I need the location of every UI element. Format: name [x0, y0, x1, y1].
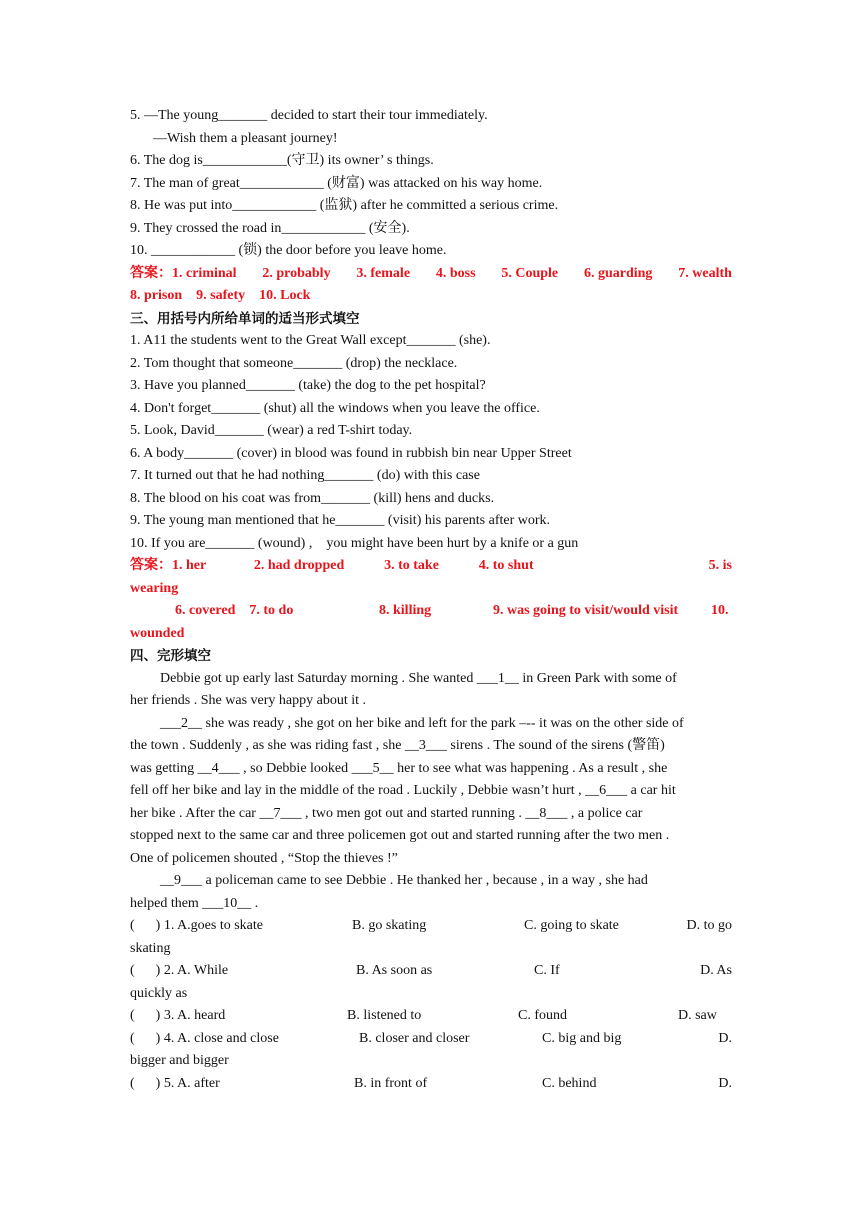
answer-key-line: 8. prison 9. safety 10. Lock: [130, 288, 311, 303]
exercise-item: 5. Look, David_______ (wear) a red T-shirt today.: [130, 423, 413, 438]
question-option-d: D. As: [700, 963, 732, 978]
answer-item: 8. killing: [379, 603, 432, 618]
question-option-d: D. to go: [686, 918, 732, 933]
question-option-a: ( ) 1. A.goes to skate: [130, 918, 263, 933]
answer-item: 答案：1. criminal: [130, 265, 237, 281]
answer-item: 4. to shut: [478, 558, 534, 573]
exercise-item: 7. It turned out that he had nothing_______ (do) with this case: [130, 468, 480, 483]
passage-line: fell off her bike and lay in the middle of the road . Luckily , Debbie wasn’t hurt , __6___ a car hit: [130, 783, 676, 798]
question-option-b: B. As soon as: [356, 963, 433, 978]
document-content: [130, 105, 732, 1095]
exercise-item: 3. Have you planned_______ (take) the dog to the pet hospital?: [130, 378, 486, 393]
passage-line: One of policemen shouted , “Stop the thieves !”: [130, 850, 398, 866]
passage-line: the town . Suddenly , as she was riding fast , she __3___ sirens . The sound of the sirens (警笛): [130, 738, 665, 753]
question-10: 10. ____________ (锁) the door before you leave home.: [130, 243, 447, 258]
exercise-item: 8. The blood on his coat was from_______ (kill) hens and ducks.: [130, 490, 495, 506]
section-heading: 四、完形填空: [130, 648, 211, 664]
question-option-a: ( ) 2. A. While: [130, 963, 229, 978]
answer-item: 7. wealth: [678, 265, 732, 281]
exercise-item: 4. Don't forget_______ (shut) all the windows when you leave the office.: [130, 400, 540, 416]
answer-item: 5. Couple: [501, 265, 559, 281]
question-option-b: B. listened to: [347, 1008, 422, 1023]
exercise-item: 10. If you are_______ (wound) , you might have been hurt by a knife or a gun: [130, 535, 579, 551]
answer-item: 6. covered 7. to do: [175, 603, 294, 618]
question-option-c: C. going to skate: [524, 918, 619, 933]
question-option-d: D. saw: [678, 1008, 717, 1023]
answer-item: 3. to take: [384, 558, 439, 573]
question-option-b: B. go skating: [352, 918, 427, 933]
answer-key-line: [130, 600, 732, 623]
passage-line: stopped next to the same car and three policemen got out and started running after the two men .: [130, 828, 670, 843]
question-6: 6. The dog is____________(守卫) its owner’ s things.: [130, 153, 434, 168]
question-5b: —Wish them a pleasant journey!: [153, 130, 338, 146]
question-5a: 5. —The young_______ decided to start their tour immediately.: [130, 108, 488, 123]
question-8: 8. He was put into____________ (监狱) after he committed a serious crime.: [130, 198, 559, 213]
answer-item: 5. is: [708, 558, 732, 573]
question-option-a: ( ) 4. A. close and close: [130, 1030, 279, 1046]
question-option-c: C. found: [518, 1008, 567, 1023]
passage-line: helped them ___10__ .: [130, 895, 259, 911]
question-option-a: ( ) 3. A. heard: [130, 1008, 226, 1023]
question-option-wrap: quickly as: [130, 985, 188, 1001]
answer-item: 答案：1. her: [130, 558, 207, 573]
answer-item: 3. female: [356, 265, 411, 281]
exercise-item: 1. A11 the students went to the Great Wall except_______ (she).: [130, 333, 491, 348]
question-option-b: B. in front of: [354, 1075, 428, 1091]
answer-key-line: [130, 263, 732, 286]
question-option-c: C. If: [534, 963, 560, 978]
question-option-wrap: bigger and bigger: [130, 1053, 229, 1068]
cloze-question: [130, 1073, 732, 1096]
question-7: 7. The man of great____________ (财富) was attacked on his way home.: [130, 175, 543, 191]
answer-item: 6. guarding: [583, 265, 653, 281]
question-option-b: B. closer and closer: [359, 1030, 470, 1046]
answer-item: 2. had dropped: [253, 558, 345, 573]
passage-line: Debbie got up early last Saturday morning . She wanted ___1__ in Green Park with some of: [160, 670, 677, 686]
question-option-d: D.: [718, 1030, 732, 1046]
exercise-item: 6. A body_______ (cover) in blood was found in rubbish bin near Upper Street: [130, 445, 572, 461]
cloze-question: [130, 960, 732, 983]
cloze-question: [130, 915, 732, 938]
question-option-c: C. behind: [542, 1075, 597, 1091]
exercise-item: 9. The young man mentioned that he_______ (visit) his parents after work.: [130, 513, 551, 528]
section-heading: 三、用括号内所给单词的适当形式填空: [130, 310, 360, 327]
cloze-question: [130, 1028, 732, 1051]
question-option-c: C. big and big: [542, 1030, 622, 1046]
question-option-d: D.: [718, 1075, 732, 1091]
exercise-item: 2. Tom thought that someone_______ (drop) the necklace.: [130, 355, 458, 371]
passage-line: her friends . She was very happy about it .: [130, 693, 366, 708]
cloze-question: [130, 1005, 732, 1028]
answer-item: 2. probably: [262, 265, 331, 281]
passage-line: her bike . After the car __7___ , two men got out and started running . __8___ , a police car: [130, 805, 643, 821]
passage-line: ___2__ she was ready , she got on her bike and left for the park –-- it was on the other side of: [160, 715, 684, 731]
answer-item: 4. boss: [435, 265, 476, 281]
passage-line: __9___ a policeman came to see Debbie . He thanked her , because , in a way , she had: [160, 873, 648, 888]
answer-item: 10.: [711, 603, 729, 618]
question-option-wrap: skating: [130, 940, 171, 956]
passage-line: was getting __4___ , so Debbie looked ___5__ her to see what was happening . As a result , she: [130, 760, 668, 776]
answer-key-line: wearing: [130, 580, 179, 596]
answer-key-line: wounded: [130, 625, 185, 641]
question-option-a: ( ) 5. A. after: [130, 1075, 220, 1091]
answer-item: 9. was going to visit/would visit: [493, 603, 679, 618]
answer-key-line: [130, 555, 732, 578]
question-9: 9. They crossed the road in____________ (安全).: [130, 220, 410, 236]
